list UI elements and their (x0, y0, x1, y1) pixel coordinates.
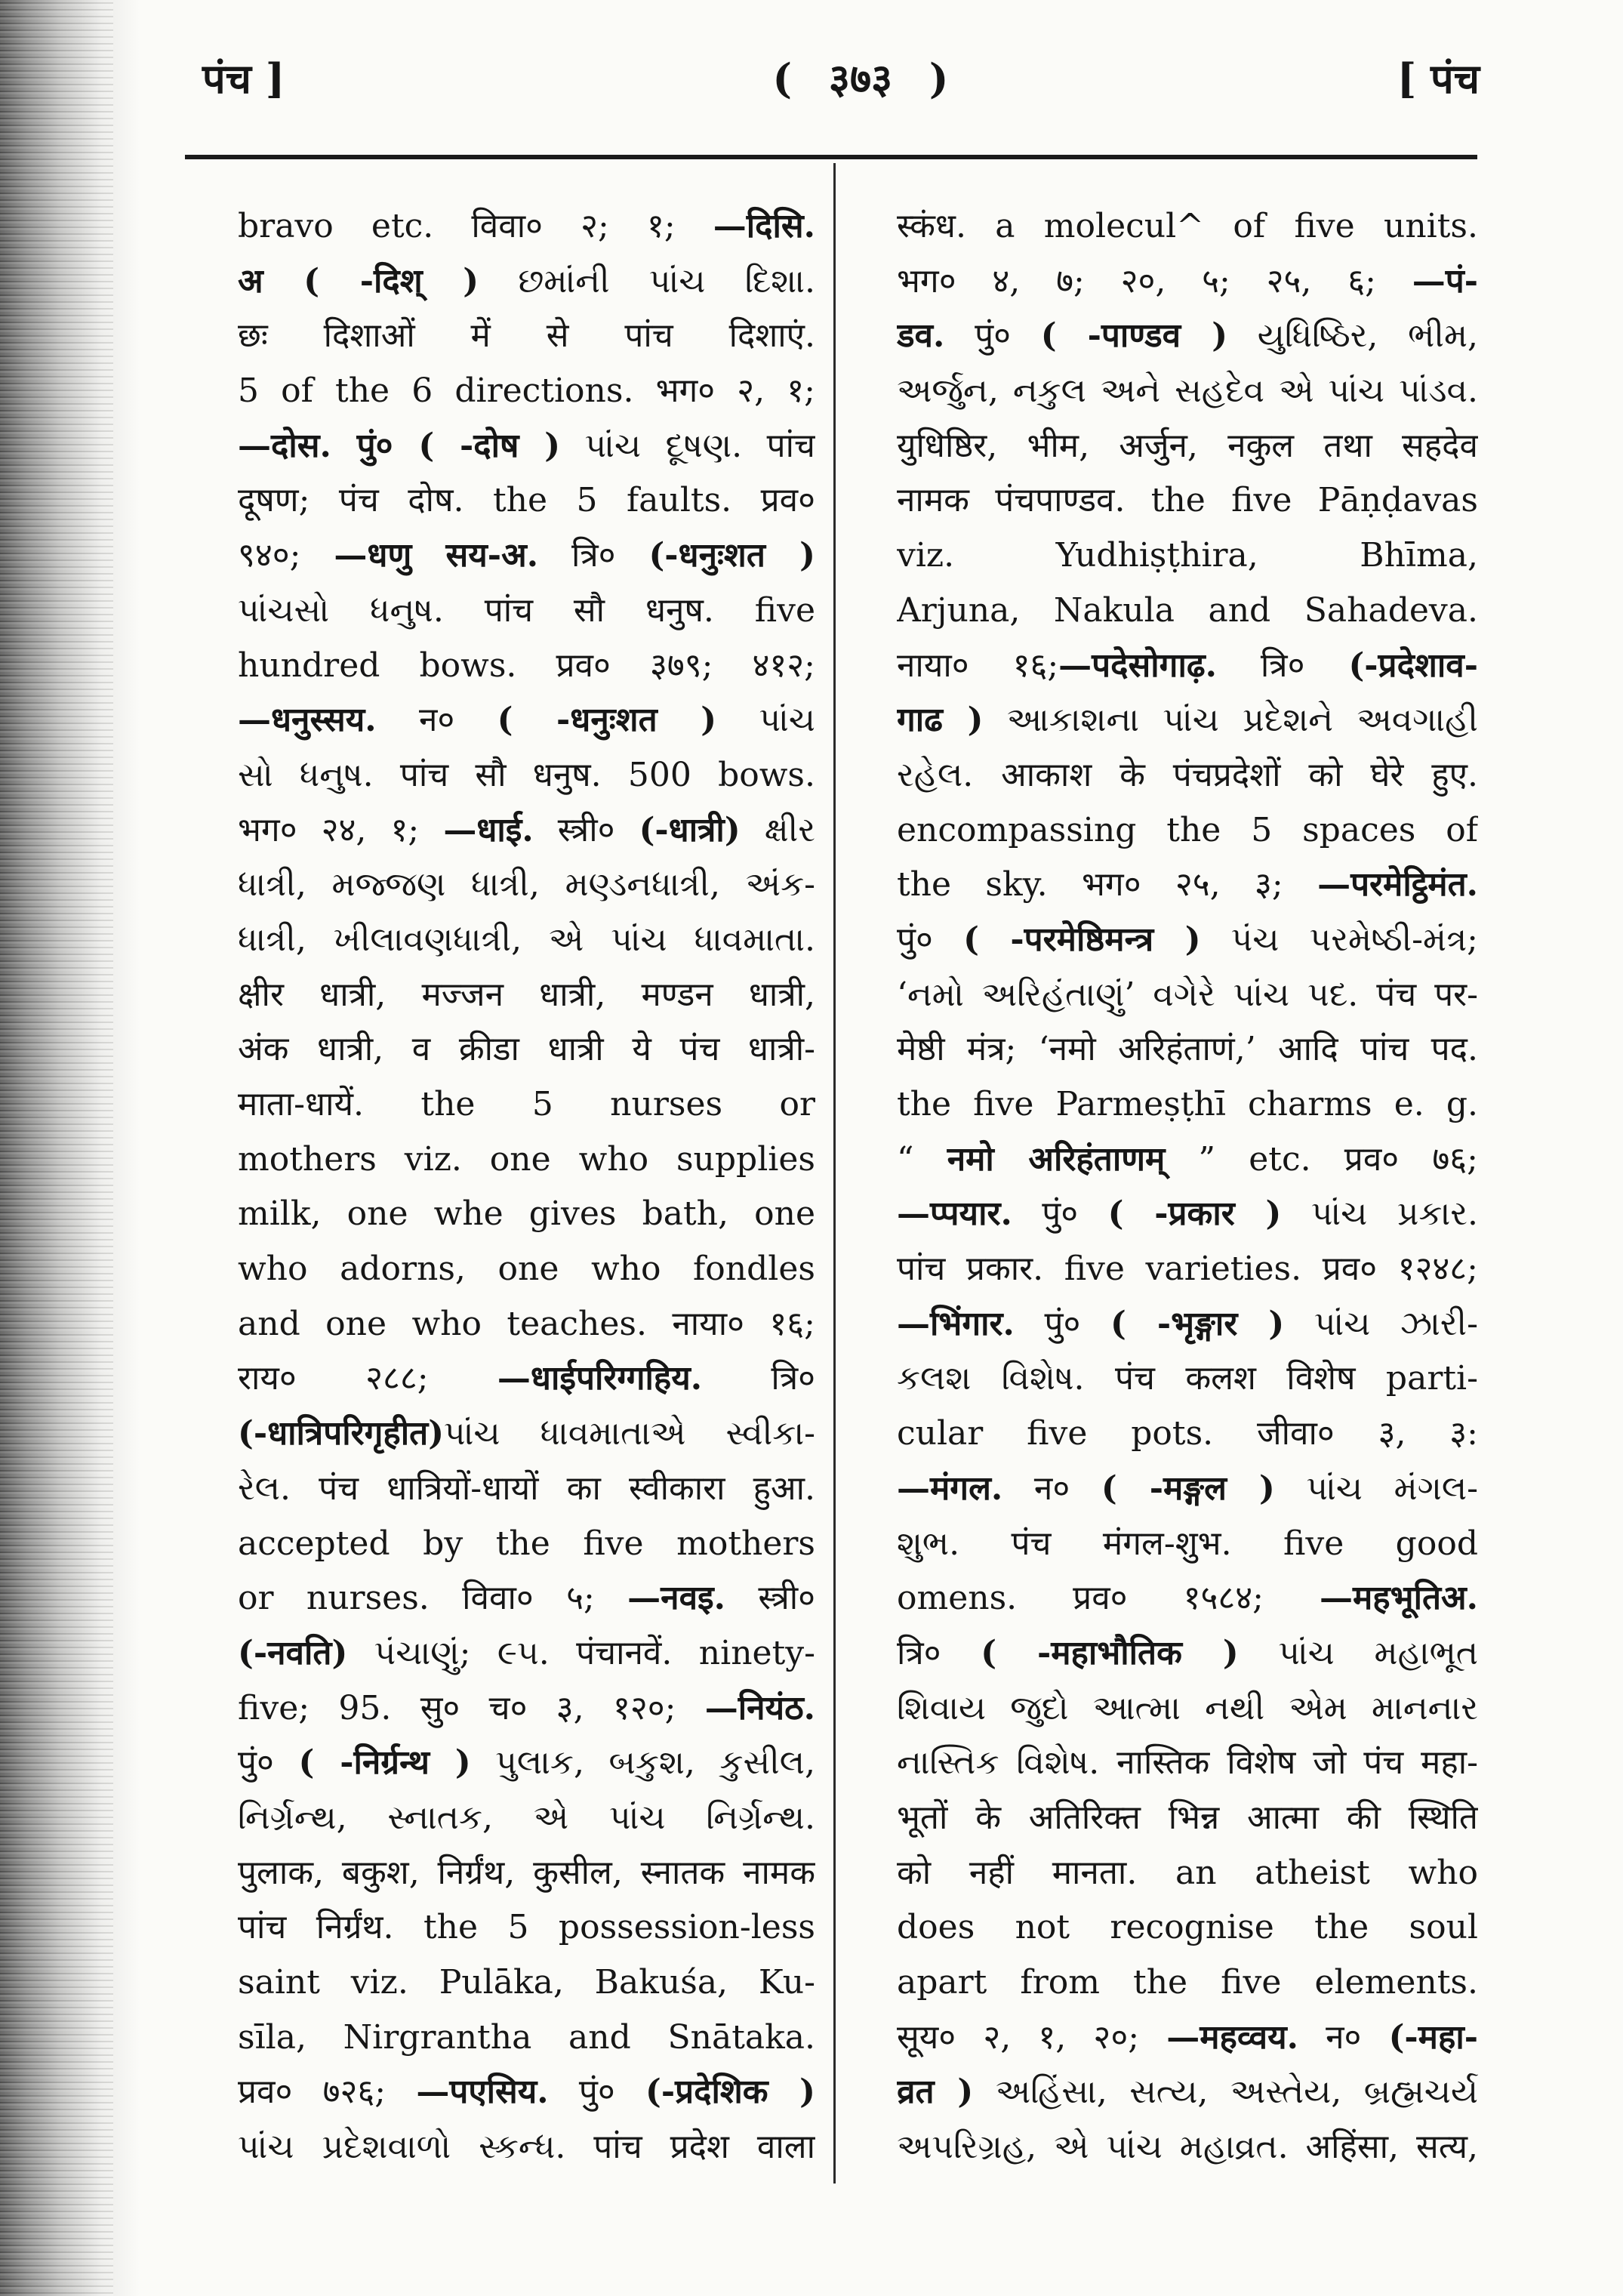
headword: अ ( -दिश् ) (238, 261, 479, 300)
text-segment: પાંચસો ધનુષ. पांच सौ धनुष. five (238, 590, 815, 630)
headword: ( -पाण्डव ) (1040, 316, 1228, 356)
text-segment: पुं० (1012, 1194, 1108, 1234)
text-line (897, 1407, 1478, 1462)
headword: —धणु सय-अ. (334, 536, 539, 575)
text-segment: स्त्री० (725, 1579, 815, 1618)
text-line (897, 1955, 1478, 2011)
headword: ( -निर्ग्रन्थ ) (298, 1743, 471, 1783)
text-line (238, 1571, 815, 1626)
text-line (897, 639, 1478, 694)
text-line (897, 1297, 1478, 1352)
text-segment: omens. प्रव० १५८४; (897, 1579, 1320, 1618)
text-segment: નાસ્તિક વિશેષ. नास्तिक विशेष जो पंच महा- (897, 1743, 1478, 1783)
text-line (897, 1517, 1478, 1572)
text-line (897, 309, 1478, 364)
page-number: ( ३७३ ) (772, 54, 949, 103)
text-segment: त्रि० (538, 536, 649, 575)
text-line (897, 473, 1478, 529)
text-segment: રહેલ. आकाश के पंचप्रदेशों को घेरे हुए. (897, 755, 1478, 794)
text-line (238, 364, 815, 419)
headword: ( -प्रकार ) (1107, 1194, 1282, 1234)
text-segment: પંચ પરમેષ્ઠી-મંત્ર; (1200, 920, 1478, 959)
text-segment: mothers viz. one who supplies (238, 1139, 815, 1179)
text-segment: પાંચ (716, 701, 815, 740)
headword: ( -महाभौतिक ) (981, 1633, 1239, 1672)
text-line (897, 1351, 1478, 1407)
text-segment: અહિંસા, સત્ય, અસ્તેય, બ્રહ્મચર્ય (973, 2073, 1478, 2112)
headword: गाढ ) (897, 701, 984, 740)
text-line (238, 913, 815, 968)
headword: —प्पयार. (897, 1194, 1012, 1234)
text-line (897, 1077, 1478, 1133)
text-line (238, 199, 815, 254)
headword: (-धात्रिपरिगृहीत) (238, 1414, 445, 1453)
text-line (238, 1351, 815, 1407)
text-line (897, 2065, 1478, 2120)
text-line (897, 2011, 1478, 2066)
text-line (238, 529, 815, 584)
headword: व्रत ) (897, 2073, 974, 2112)
headword: —परमेट्ठिमंत. (1317, 865, 1478, 905)
text-line (897, 693, 1478, 748)
text-segment: राय० २८८; (238, 1359, 497, 1398)
text-segment: યુધિષ્ઠિર, ભીમ, (1227, 316, 1478, 356)
text-segment: पुं० (548, 2073, 645, 2112)
headword: —महव्वय. (1166, 2017, 1298, 2057)
headword: (-प्रदेशिक ) (645, 2073, 815, 2112)
headword: —पएसिय. (416, 2073, 549, 2112)
text-line (238, 968, 815, 1023)
text-line (238, 473, 815, 529)
text-line (897, 1187, 1478, 1242)
text-segment: क्षीर धात्री, मज्जन धात्री, मण्डन धात्री, (238, 975, 815, 1014)
text-segment: પાંચ પ્રદેશવાળો સ્કન્ધ. पांच प्रदेश वाला (238, 2128, 815, 2167)
text-segment: अंक धात्री, व क्रीडा धात्री ये पंच धात्री- (238, 1030, 815, 1069)
text-line (238, 584, 815, 639)
text-line (897, 1571, 1478, 1626)
headword: ( -भृङ्गार ) (1110, 1304, 1285, 1343)
text-line (897, 254, 1478, 310)
text-line (897, 529, 1478, 584)
left-column (238, 199, 815, 2175)
headword: ( -धनुःशत ) (497, 701, 717, 740)
text-line (238, 1626, 815, 1681)
headword: ( -मङ्गल ) (1101, 1469, 1275, 1508)
headword: —धनुस्सय. (238, 701, 377, 740)
text-line (238, 1022, 815, 1077)
text-segment: છમાંની પાંચ દિશા. (479, 261, 815, 300)
text-segment: ધાત્રી, ખીલાવણધાત્રી, એ પાંચ ધાવમાતા. (238, 920, 815, 959)
text-segment: माता-धायें. the 5 nurses or (238, 1085, 815, 1123)
text-segment: and one who teaches. नाया० १६; (238, 1304, 815, 1343)
headword: —मंगल. (897, 1469, 1003, 1508)
text-segment: આકાશના પાંચ પ્રદેશને અવગાહી (983, 701, 1478, 740)
text-segment: पुं० (238, 1743, 299, 1783)
text-segment: भूतों के अतिरिक्त भिन्न आत्मा की स्थिति (897, 1798, 1478, 1837)
text-segment: અર્જુન, નકુલ અને સહદેવ એ પાંચ પાંડવ. (897, 371, 1478, 411)
text-segment: સો ધનુષ. पांच सौ धनुष. 500 bows. (238, 755, 815, 794)
text-segment: त्रि० (897, 1633, 981, 1672)
headword: —नवइ. (627, 1579, 725, 1618)
text-segment: પાંચ મહાભૂત (1238, 1633, 1478, 1672)
text-segment: को नहीं मानता. an atheist who (897, 1853, 1478, 1892)
text-segment: मेष्ठी मंत्र; ‘नमो अरिहंताणं,’ आदि पांच पद. (897, 1030, 1478, 1069)
headword: नमो अरिहंताणम् (947, 1139, 1166, 1179)
text-segment: पुं० (944, 316, 1041, 356)
text-line (897, 2120, 1478, 2175)
text-line (897, 1022, 1478, 1077)
text-line (238, 1407, 815, 1462)
text-segment: પાંચ પ્રકાર. (1281, 1194, 1478, 1234)
headword: —पं- (1412, 261, 1478, 300)
text-segment: नामक पंचपाण्डव. the five Pāṇḍavas (897, 481, 1478, 520)
text-segment: ” etc. प्रव० ७६; (1165, 1139, 1478, 1179)
text-segment: स्कंध. a molecul^ of five units. (897, 207, 1478, 245)
text-segment: અપરિગ્રહ, એ પાંચ મહાવ્રત. अहिंसा, सत्य, (897, 2128, 1478, 2167)
text-line (897, 1736, 1478, 1791)
text-segment: त्रि० (1216, 646, 1349, 685)
text-segment: cular five pots. जीवा० ३, ३: (897, 1414, 1478, 1453)
text-line (238, 1955, 815, 2011)
text-segment: पुं० (897, 920, 964, 959)
text-line (238, 803, 815, 858)
text-line (897, 1791, 1478, 1846)
text-segment: ધાત્રી, મજ્જણ ધાત્રી, મણ્ડનધાત્રી, અંક- (238, 865, 815, 905)
text-line (897, 199, 1478, 254)
text-line (238, 2120, 815, 2175)
text-line (238, 748, 815, 803)
text-line (238, 1462, 815, 1517)
text-segment: five; 95. सु० च० ३, १२०; (238, 1688, 705, 1727)
headword: —नियंठ. (704, 1688, 815, 1727)
text-line (238, 1187, 815, 1242)
text-segment: the sky. भग० २५, ३; (897, 865, 1318, 905)
text-line (238, 2011, 815, 2066)
text-line (897, 1846, 1478, 1901)
text-segment: પુલાક, બકુશ, કુસીલ, (470, 1743, 815, 1783)
text-segment: पांच प्रकार. five varieties. प्रव० १२४८; (897, 1250, 1478, 1289)
text-line (897, 803, 1478, 858)
text-segment: encompassing the 5 spaces of (897, 810, 1478, 849)
text-line (238, 309, 815, 364)
text-segment: ‘નમો અરિહંતાણું’ વગેરે પાંચ પદ. पंच पर- (897, 975, 1478, 1014)
text-segment: પંચાણું; ૯૫. पंचानवें. ninety- (347, 1633, 815, 1672)
text-line (238, 639, 815, 694)
headword: ( -परमेष्ठिमन्त्र ) (963, 920, 1201, 959)
text-line (897, 1681, 1478, 1737)
text-line (897, 419, 1478, 474)
text-line (897, 1900, 1478, 1955)
text-segment: 5 of the 6 directions. भग० २, १; (238, 371, 815, 411)
text-line (238, 254, 815, 310)
headword: (-प्रदेशाव- (1348, 646, 1478, 685)
text-segment: પાંચ દૂષણ. पांच (560, 426, 815, 465)
text-segment: sīla, Nirgrantha and Snātaka. (238, 2017, 815, 2057)
text-segment: રેલ. पंच धात्रियों-धायों का स्वीकारा हुआ. (238, 1469, 815, 1508)
text-segment: પાંચ ધાવમાતાએ સ્વીકા- (444, 1414, 815, 1453)
headword: —महभूतिअ. (1319, 1579, 1478, 1618)
headword: —धाई. (443, 810, 534, 849)
text-segment: भग० ४, ७; २०, ५; २५, ६; (897, 261, 1412, 300)
text-segment: Arjuna, Nakula and Sahadeva. (897, 590, 1478, 630)
headword: —पदेसोगाढ़. (1058, 646, 1217, 685)
text-line (238, 1791, 815, 1846)
text-segment: पुं० (1014, 1304, 1111, 1343)
text-segment: or nurses. विवा० ५; (238, 1579, 628, 1618)
running-head-left: पंच ] (202, 54, 285, 103)
text-segment: स्त्री० (533, 810, 639, 849)
text-line (238, 1517, 815, 1572)
header-rule (185, 155, 1477, 159)
text-line (238, 858, 815, 913)
text-line (897, 858, 1478, 913)
text-line (238, 1681, 815, 1737)
headword: (-नवति) (238, 1633, 348, 1672)
text-segment: કલશ વિશેષ. पंच कलश विशेष parti- (897, 1359, 1478, 1398)
right-column (897, 199, 1478, 2175)
text-segment: छः दिशाओं में से पांच दिशाएं. (238, 316, 815, 356)
text-line (238, 1133, 815, 1188)
text-segment: નિર્ગ્રન્થ, સ્નાતક, એ પાંચ નિર્ગ્રન્થ. (238, 1798, 815, 1837)
text-line (238, 1846, 815, 1901)
running-head-right: [ पंच (1397, 54, 1480, 103)
text-segment: apart from the five elements. (897, 1963, 1478, 2002)
text-segment: does not recognise the soul (897, 1908, 1478, 1947)
text-segment: भग० २४, १; (238, 810, 444, 849)
text-line (897, 1133, 1478, 1188)
text-segment: प्रव० ७२६; (238, 2073, 417, 2112)
text-segment: न० (1298, 2017, 1389, 2057)
text-segment: पुलाक, बकुश, निर्ग्रंथ, कुसील, स्नातक नामक (238, 1853, 815, 1892)
text-segment: त्रि० (702, 1359, 815, 1398)
text-segment: who adorns, one who fondles (238, 1250, 815, 1289)
text-segment: “ (897, 1139, 947, 1179)
headword: —धाईपरिग्गहिय. (497, 1359, 703, 1398)
text-line (238, 1736, 815, 1791)
text-segment: ક્ષીર (740, 810, 815, 849)
headword: डव. (897, 316, 945, 356)
text-segment: न० (376, 701, 497, 740)
text-segment: bravo etc. विवा० २; १; (238, 207, 713, 245)
text-segment: પાંચ મંગલ- (1274, 1469, 1478, 1508)
text-line (238, 2065, 815, 2120)
text-segment: saint viz. Pulāka, Bakuśa, Ku- (238, 1963, 815, 2002)
text-line (238, 1297, 815, 1352)
headword: (-धनुःशत ) (648, 536, 815, 575)
text-line (238, 693, 815, 748)
text-line (897, 364, 1478, 419)
text-segment: hundred bows. प्रव० ३७९; ४१२; (238, 646, 815, 685)
text-line (897, 913, 1478, 968)
text-segment: શુભ. पंच मंगल-शुभ. five good (897, 1524, 1478, 1563)
text-line (897, 584, 1478, 639)
headword: —भिंगार. (897, 1304, 1015, 1343)
text-segment: the five Parmeṣṭhī charms e. g. (897, 1085, 1478, 1123)
text-segment: ९४०; (238, 536, 334, 575)
scan-edge-noise (0, 0, 113, 2296)
text-line (897, 748, 1478, 803)
text-line (238, 1077, 815, 1133)
text-line (897, 1242, 1478, 1297)
text-segment: युधिष्ठिर, भीम, अर्जुन, नकुल तथा सहदेव (897, 426, 1478, 465)
text-line (897, 968, 1478, 1023)
text-line (238, 1900, 815, 1955)
text-segment: सूय० २, १, २०; (897, 2017, 1167, 2057)
text-line (238, 1242, 815, 1297)
headword: (-महा- (1388, 2017, 1478, 2057)
headword: —दिसि. (713, 207, 815, 245)
text-segment: पांच निर्ग्रंथ. the 5 possession-less (238, 1908, 815, 1947)
text-line (897, 1626, 1478, 1681)
headword: —दोस. पुं० ( -दोष ) (238, 426, 561, 465)
text-segment: नाया० १६; (897, 646, 1059, 685)
headword: (-धात्री) (639, 810, 741, 849)
text-segment: milk, one whe gives bath, one (238, 1194, 815, 1234)
text-segment: accepted by the five mothers (238, 1524, 815, 1563)
text-segment: न० (1002, 1469, 1101, 1508)
column-divider (833, 163, 836, 2184)
text-line (238, 419, 815, 474)
text-line (897, 1462, 1478, 1517)
text-segment: viz. Yudhiṣṭhira, Bhīma, (897, 536, 1478, 575)
text-segment: दूषण; पंच दोष. the 5 faults. प्रव० (238, 481, 815, 520)
text-segment: શિવાય જુદો આત્મા નથી એમ માનનાર (897, 1688, 1478, 1727)
text-segment: પાંચ ઝારી- (1284, 1304, 1478, 1343)
